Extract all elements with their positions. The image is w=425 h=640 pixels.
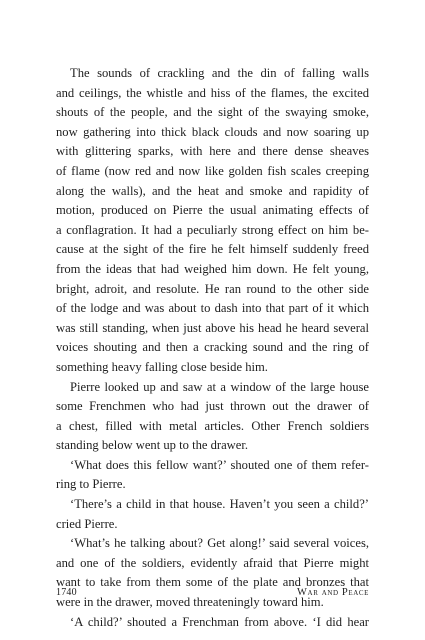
text-line: and one of the soldiers, evidently afraid that Pierre might (56, 555, 369, 570)
text-line: of flame (now red and now like golden fish scales creeping (56, 163, 369, 178)
text-line: a conflagration. It had a peculiarly strong effect on him be- (56, 222, 369, 237)
text-line: from the ideas that had weighed him down. He felt young, (56, 261, 369, 276)
text-line: now gathering into thick black clouds and now soaring up (56, 124, 369, 139)
text-line: something heavy falling close beside him. (56, 359, 268, 374)
page-number: 1740 (56, 587, 77, 598)
running-title: War and Peace (297, 587, 369, 598)
text-line: ‘What does this fellow want?’ shouted one of them refer- (70, 457, 369, 472)
text-line: want to take from them some of the plate and bronzes that (56, 575, 369, 590)
text-line: ‘What’s he talking about? Get along!’ said several voices, (70, 536, 369, 551)
text-line: ‘A child?’ shouted a Frenchman from above. ‘I did hear (70, 614, 369, 629)
text-line: motion, produced on Pierre the usual animating effects of (56, 203, 369, 218)
text-line: voices shouting and then a cracking sound and the ring of (56, 340, 369, 355)
text-line: cause at the sight of the fire he felt himself suddenly freed (56, 242, 369, 257)
text-line: shouts of the people, and the sight of the swaying smoke, (56, 105, 369, 120)
text-line: a chest, filled with metal articles. Other French soldiers (56, 418, 369, 433)
text-line: ring to Pierre. (56, 477, 126, 492)
body-text (56, 64, 369, 632)
text-line: Pierre looked up and saw at a window of the large house (70, 379, 369, 394)
text-line: and ceilings, the whistle and hiss of the flames, the excited (56, 85, 369, 100)
text-line: of the lodge and was about to dash into that part of it which (56, 301, 369, 316)
text-line: bright, adroit, and resolute. He ran round to the other side (56, 281, 369, 296)
text-line: some Frenchmen who had just thrown out the drawer of (56, 399, 369, 414)
text-line: were in the drawer, moved threateningly toward him. (56, 595, 324, 610)
text-line: with glittering sparks, with here and there dense sheaves (56, 144, 369, 159)
text-line: was still standing, when just above his head he heard several (56, 320, 369, 335)
text-line: standing below went up to the drawer. (56, 438, 249, 453)
page-footer (56, 586, 369, 600)
text-line: along the walls), and the heat and smoke and rapidity of (56, 183, 369, 198)
text-line: The sounds of crackling and the din of falling walls (70, 66, 369, 80)
text-line: ‘There’s a child in that house. Haven’t you seen a child?’ (70, 497, 369, 512)
text-line: cried Pierre. (56, 516, 118, 531)
